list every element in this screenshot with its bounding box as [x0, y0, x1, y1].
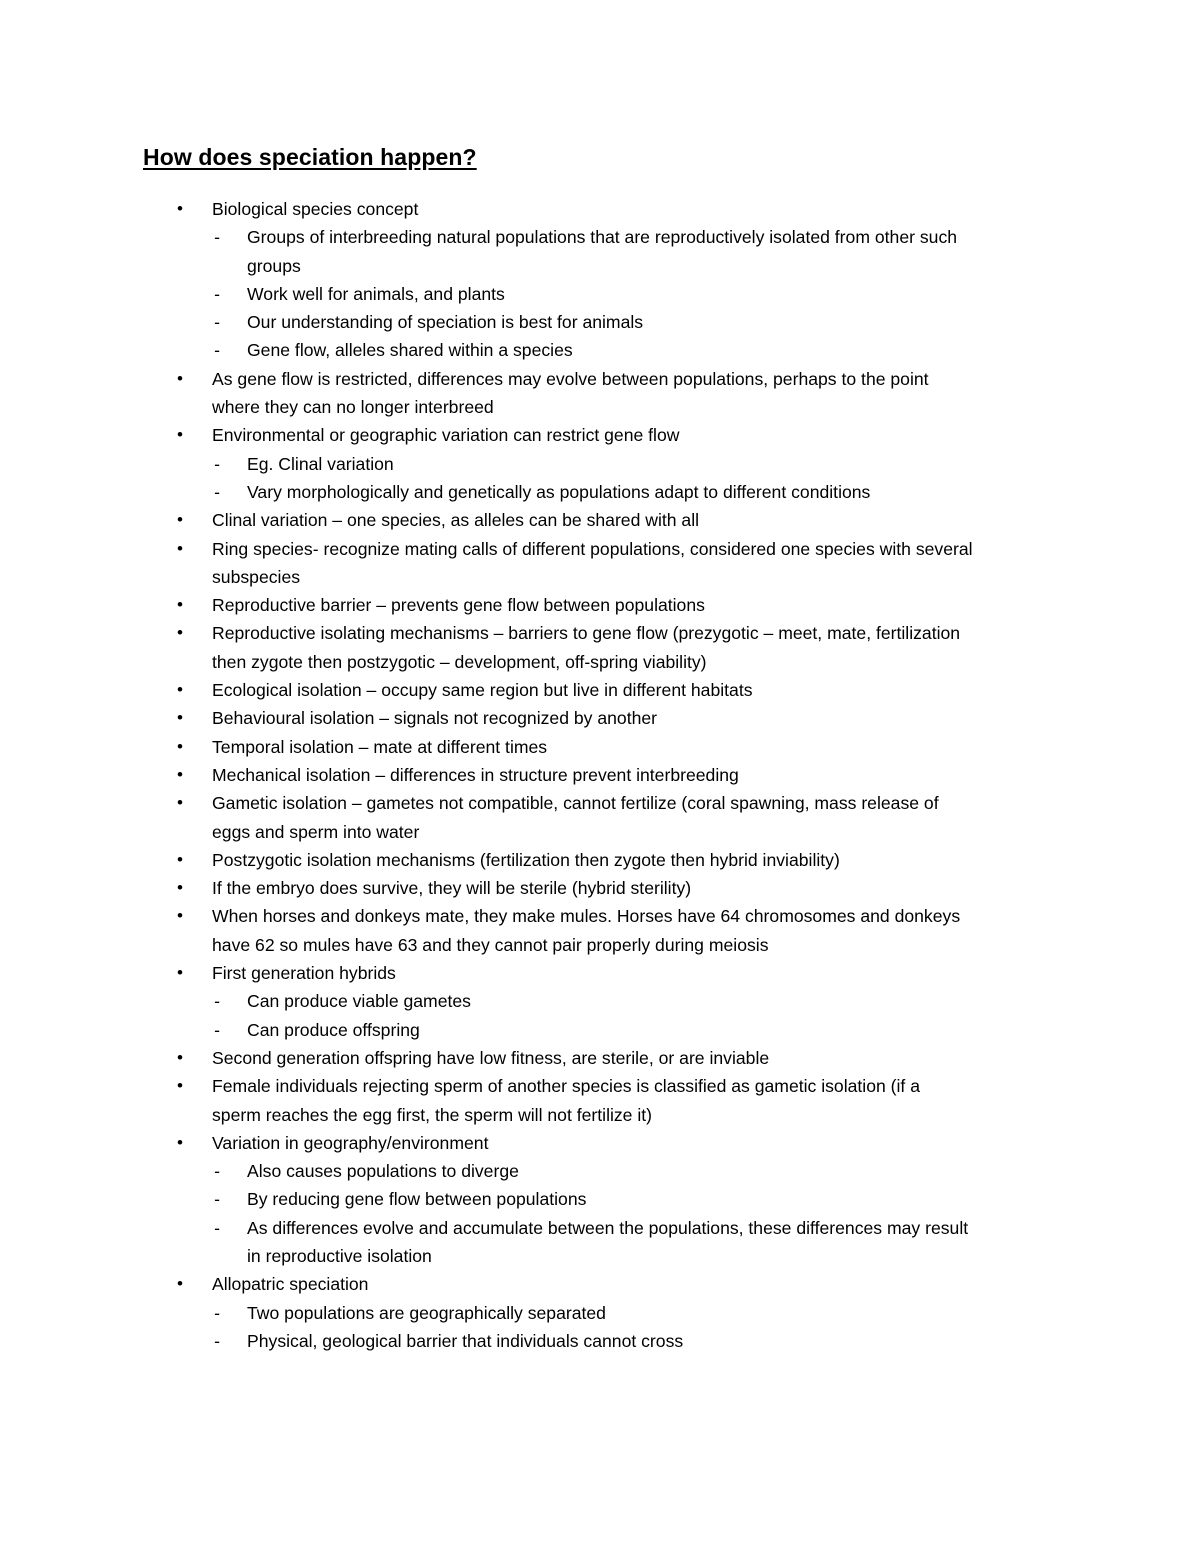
bullet-marker: •: [177, 538, 183, 558]
list-item: [0, 676, 1200, 704]
list-item-text: then zygote then postzygotic – development, off-spring viability): [212, 651, 707, 672]
list-item-text: Postzygotic isolation mechanisms (fertilization then zygote then hybrid inviability): [212, 849, 840, 870]
list-item: [0, 195, 1200, 223]
dash-marker: -: [214, 283, 220, 304]
list-item-text: Allopatric speciation: [212, 1274, 369, 1295]
list-item-text: Our understanding of speciation is best for animals: [247, 312, 644, 333]
list-item-text: By reducing gene flow between populations: [247, 1189, 587, 1210]
list-item: [0, 1101, 1200, 1129]
dash-marker: -: [214, 1189, 220, 1210]
bullet-marker: •: [177, 878, 183, 898]
list-item-text: Vary morphologically and genetically as populations adapt to different conditions: [247, 481, 871, 502]
list-item-text: Also causes populations to diverge: [247, 1161, 519, 1182]
bullet-marker: •: [177, 963, 183, 983]
sub-list-item: [0, 223, 1200, 251]
list-item: [0, 902, 1200, 930]
list-item: [0, 874, 1200, 902]
bullet-marker: •: [177, 1076, 183, 1096]
list-item-text: Two populations are geographically separated: [247, 1302, 606, 1323]
list-item: [0, 761, 1200, 789]
list-item-text: in reproductive isolation: [247, 1245, 432, 1266]
list-item-text: Second generation offspring have low fitness, are sterile, or are inviable: [212, 1047, 770, 1068]
list-item-text: eggs and sperm into water: [212, 821, 420, 842]
bullet-marker: •: [177, 736, 183, 756]
list-item-text: Female individuals rejecting sperm of another species is classified as gametic isolation (if a: [212, 1076, 920, 1097]
sub-list-item: [0, 1016, 1200, 1044]
list-item: [0, 619, 1200, 647]
list-item-text: subspecies: [212, 566, 301, 587]
sub-list-item: [0, 1185, 1200, 1213]
list-item: [0, 648, 1200, 676]
bullet-marker: •: [177, 1274, 183, 1294]
bullet-marker: •: [177, 764, 183, 784]
list-item: [0, 959, 1200, 987]
list-item-text: groups: [247, 255, 301, 276]
list-item-text: Work well for animals, and plants: [247, 283, 505, 304]
list-item-text: Gametic isolation – gametes not compatible, cannot fertilize (coral spawning, mass release of: [212, 793, 939, 814]
list-item-text: As gene flow is restricted, differences may evolve between populations, perhaps to the point: [212, 368, 929, 389]
list-item-text: have 62 so mules have 63 and they cannot pair properly during meiosis: [212, 934, 769, 955]
list-item-text: Clinal variation – one species, as alleles can be shared with all: [212, 510, 700, 531]
list-item: [0, 506, 1200, 534]
bullet-marker: •: [177, 368, 183, 388]
bullet-marker: •: [177, 708, 183, 728]
list-item: [0, 365, 1200, 393]
sub-list-item: [0, 1157, 1200, 1185]
dash-marker: -: [214, 991, 220, 1012]
list-item-text: Ring species- recognize mating calls of different populations, considered one species with several: [212, 538, 973, 559]
bullet-list: [0, 195, 1200, 1355]
list-item: [0, 733, 1200, 761]
sub-list-item: [0, 1299, 1200, 1327]
dash-marker: -: [214, 1330, 220, 1351]
list-item-text: Biological species concept: [212, 199, 419, 219]
sub-list-item: [0, 987, 1200, 1015]
bullet-marker: •: [177, 849, 183, 869]
list-item: [0, 421, 1200, 449]
list-item-text: sperm reaches the egg first, the sperm will not fertilize it): [212, 1104, 653, 1125]
sub-list-item: [0, 478, 1200, 506]
bullet-marker: •: [177, 425, 183, 445]
bullet-marker: •: [177, 510, 183, 530]
list-item: [0, 535, 1200, 563]
list-item-text: Reproductive barrier – prevents gene flow between populations: [212, 595, 705, 616]
bullet-marker: •: [177, 199, 183, 218]
sub-list-item: [0, 450, 1200, 478]
dash-marker: -: [214, 1161, 220, 1182]
list-item: [0, 818, 1200, 846]
dash-marker: -: [214, 1302, 220, 1323]
bullet-marker: •: [177, 623, 183, 643]
dash-marker: -: [214, 227, 220, 248]
sub-list-item: [0, 308, 1200, 336]
list-item: [0, 1270, 1200, 1298]
bullet-marker: •: [177, 595, 183, 615]
list-item: [0, 563, 1200, 591]
list-item: [0, 931, 1200, 959]
bullet-marker: •: [177, 680, 183, 700]
list-item-text: Groups of interbreeding natural populations that are reproductively isolated from other such: [247, 227, 958, 248]
list-item-text: Physical, geological barrier that individuals cannot cross: [247, 1330, 684, 1351]
list-item-text: Variation in geography/environment: [212, 1132, 489, 1153]
list-item-text: Can produce offspring: [247, 1019, 420, 1040]
list-item: [0, 393, 1200, 421]
list-item: [0, 846, 1200, 874]
bullet-marker: •: [177, 1047, 183, 1067]
list-item: [0, 591, 1200, 619]
sub-list-item: [0, 336, 1200, 364]
list-item-text: Ecological isolation – occupy same region but live in different habitats: [212, 680, 753, 701]
sub-list-item: [0, 1214, 1200, 1242]
list-item-text: where they can no longer interbreed: [212, 397, 494, 418]
sub-list-item: [0, 1242, 1200, 1270]
list-item-text: Temporal isolation – mate at different times: [212, 736, 548, 757]
document-title: How does speciation happen?: [143, 144, 477, 170]
list-item-text: When horses and donkeys mate, they make mules. Horses have 64 chromosomes and donkeys: [212, 906, 961, 927]
bullet-marker: •: [177, 906, 183, 926]
list-item: [0, 1044, 1200, 1072]
dash-marker: -: [214, 312, 220, 333]
list-item-text: Can produce viable gametes: [247, 991, 471, 1012]
sub-list-item: [0, 1327, 1200, 1355]
list-item: [0, 789, 1200, 817]
list-item-text: If the embryo does survive, they will be sterile (hybrid sterility): [212, 878, 692, 899]
dash-marker: -: [214, 340, 220, 361]
list-item: [0, 1129, 1200, 1157]
dash-marker: -: [214, 1019, 220, 1040]
dash-marker: -: [214, 1217, 220, 1238]
bullet-marker: •: [177, 1132, 183, 1152]
list-item-text: Environmental or geographic variation can restrict gene flow: [212, 425, 680, 446]
sub-list-item: [0, 252, 1200, 280]
list-item-text: Eg. Clinal variation: [247, 453, 394, 474]
list-item-text: Reproductive isolating mechanisms – barriers to gene flow (prezygotic – meet, mate, fertilization: [212, 623, 961, 644]
sub-list-item: [0, 280, 1200, 308]
list-item-text: First generation hybrids: [212, 963, 396, 984]
list-item: [0, 704, 1200, 732]
list-item-text: Gene flow, alleles shared within a species: [247, 340, 573, 361]
list-item: [0, 1072, 1200, 1100]
list-item-text: Mechanical isolation – differences in structure prevent interbreeding: [212, 764, 739, 785]
list-item-text: As differences evolve and accumulate between the populations, these differences may result: [247, 1217, 969, 1238]
bullet-marker: •: [177, 793, 183, 813]
dash-marker: -: [214, 453, 220, 474]
list-item-text: Behavioural isolation – signals not recognized by another: [212, 708, 658, 729]
dash-marker: -: [214, 481, 220, 502]
